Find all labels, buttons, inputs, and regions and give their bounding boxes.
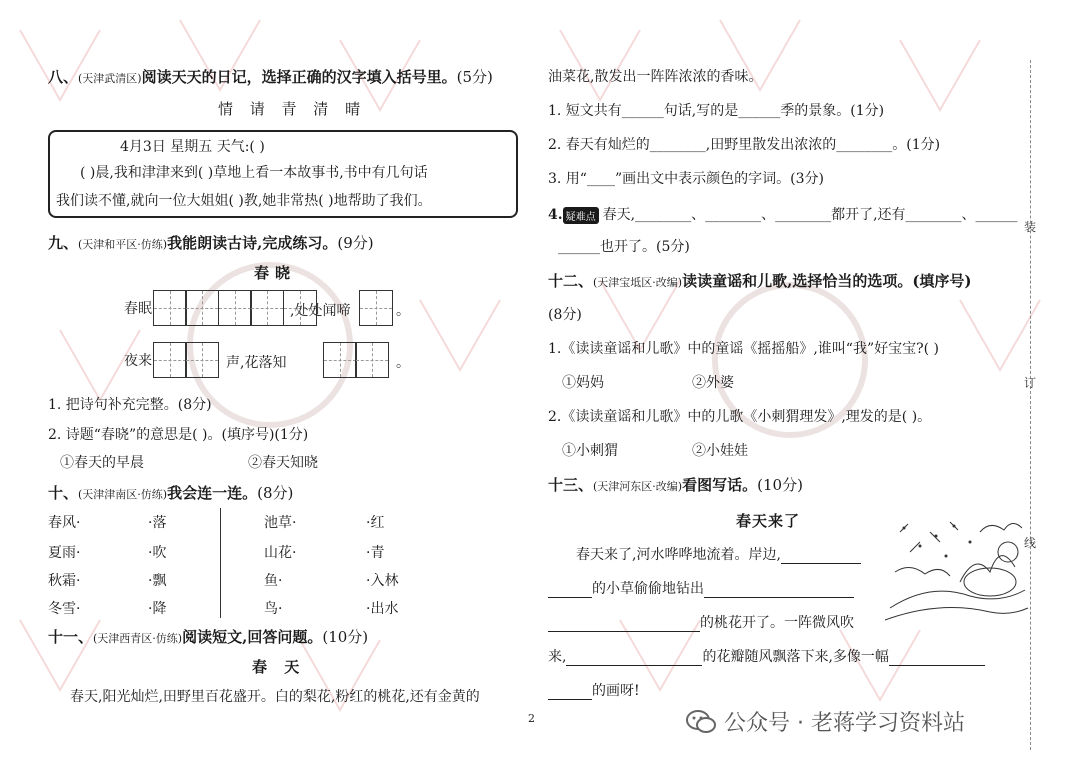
- question-12-heading: 十二、(天津宝坻区·改编)读读童谣和儿歌,选择恰当的选项。(填序号): [548, 272, 972, 290]
- question-8-heading: 八、(天津武清区)阅读天天的日记，选择正确的汉字填入括号里。(5分): [48, 68, 493, 86]
- question-11-heading: 十一、(天津西青区·仿练)阅读短文,回答问题。(10分): [48, 628, 369, 646]
- q11-sub-2[interactable]: 2. 春天有灿烂的________,田野里散发出浓浓的________。(1分): [548, 137, 941, 153]
- match-left-8[interactable]: 鸟·: [264, 601, 283, 617]
- passage-continuation: 油菜花,散发出一阵阵浓浓的香味。: [548, 69, 763, 85]
- binding-mark-2: 订: [1024, 376, 1037, 390]
- q11-sub-4-cont[interactable]: ______也开了。(5分): [558, 239, 690, 255]
- match-right-1[interactable]: ·落: [148, 515, 167, 531]
- writing-line-3[interactable]: 的桃花开了。一阵微风吹: [548, 612, 854, 632]
- q9-option-1[interactable]: ①春天的早晨: [60, 455, 144, 471]
- match-right-8[interactable]: ·出水: [366, 601, 399, 617]
- wechat-icon: [686, 709, 716, 735]
- page-number: 2: [528, 712, 535, 725]
- spring-illustration: [880, 512, 1030, 630]
- poem-line-1-end: 。: [396, 303, 410, 319]
- match-right-5[interactable]: ·红: [366, 515, 385, 531]
- poem-line-2-start: 夜来: [124, 353, 152, 369]
- poem-line-2-mid: 声,花落知: [226, 355, 287, 371]
- question-13-heading: 十三、(天津河东区·改编)看图写话。(10分): [548, 476, 803, 494]
- q12-sub-2-option-1[interactable]: ①小刺猬: [562, 443, 618, 459]
- q12-sub-1[interactable]: 1.《读读童谣和儿歌》中的童谣《摇摇船》,谁叫“我”好宝宝?( ): [548, 341, 940, 357]
- diary-line-1: ( )晨,我和津津来到( )草地上看一本故事书,书中有几句话: [80, 165, 428, 181]
- diary-header: 4月3日 星期五 天气:( ): [120, 139, 265, 155]
- q12-sub-1-option-1[interactable]: ①妈妈: [562, 375, 604, 391]
- match-left-1[interactable]: 春风·: [48, 515, 81, 531]
- writing-line-2[interactable]: 的小草偷偷地钻出: [548, 578, 854, 598]
- q11-sub-1[interactable]: 1. 短文共有______句话,写的是______季的景象。(1分): [548, 103, 885, 119]
- left-page: [40, 0, 520, 768]
- match-right-3[interactable]: ·飘: [148, 573, 167, 589]
- diary-box: [48, 130, 518, 218]
- poem-line-1-start: 春眠: [124, 301, 152, 317]
- q12-score: (8分): [548, 307, 582, 323]
- difficulty-badge: 疑难点: [563, 207, 599, 224]
- character-choices: 情 请 青 清 晴: [218, 100, 367, 118]
- writing-line-4[interactable]: 来, 的花瓣随风飘落下来,多像一幅: [548, 646, 985, 666]
- poem-line-1-mid: ,处处闻啼: [290, 303, 351, 319]
- diary-line-2: 我们读不懂,就向一位大姐姐( )教,她非常热( )地帮助了我们。: [56, 193, 432, 209]
- wechat-watermark: [686, 706, 965, 737]
- passage-title: 春 天: [252, 658, 306, 676]
- match-left-3[interactable]: 秋霜·: [48, 573, 81, 589]
- binding-mark-3: 线: [1024, 536, 1037, 550]
- q9-option-2[interactable]: ②春天知晓: [248, 455, 318, 471]
- match-left-2[interactable]: 夏雨·: [48, 545, 81, 561]
- match-divider: [220, 508, 221, 618]
- match-right-4[interactable]: ·降: [148, 601, 167, 617]
- writing-line-5[interactable]: 的画呀!: [548, 680, 640, 700]
- match-right-6[interactable]: ·青: [366, 545, 385, 561]
- q9-sub-1: 1. 把诗句补充完整。(8分): [48, 397, 212, 413]
- answer-grid-2[interactable]: [360, 290, 393, 326]
- q12-sub-2[interactable]: 2.《读读童谣和儿歌》中的儿歌《小刺猬理发》,理发的是( )。: [548, 409, 932, 425]
- match-left-4[interactable]: 冬雪·: [48, 601, 81, 617]
- wechat-text: 公众号 · 老蒋学习资料站: [724, 711, 965, 736]
- poem-line-2-end: 。: [396, 355, 410, 371]
- binding-mark-1: 装: [1024, 220, 1037, 234]
- binding-line: [1030, 60, 1031, 750]
- q11-sub-4[interactable]: 4. 疑难点 春天,________、________、________都开了,还有________、______: [548, 207, 1018, 223]
- match-left-6[interactable]: 山花·: [264, 545, 297, 561]
- q12-sub-1-option-2[interactable]: ②外婆: [692, 375, 734, 391]
- writing-line-1[interactable]: 春天来了,河水哗哗地流着。岸边,: [576, 544, 861, 564]
- answer-grid-4[interactable]: [324, 342, 389, 378]
- question-9-heading: 九、(天津和平区·仿练)我能朗读古诗,完成练习。(9分): [48, 234, 374, 252]
- match-left-5[interactable]: 池草·: [264, 515, 297, 531]
- match-right-7[interactable]: ·入林: [366, 573, 399, 589]
- match-left-7[interactable]: 鱼·: [264, 573, 283, 589]
- right-page: [540, 0, 1020, 768]
- poem-title: 春晓: [254, 264, 297, 282]
- question-10-heading: 十、(天津津南区·仿练)我会连一连。(8分): [48, 484, 294, 502]
- match-right-2[interactable]: ·吹: [148, 545, 167, 561]
- q9-sub-2: 2. 诗题“春晓”的意思是( )。(填序号)(1分): [48, 427, 309, 443]
- answer-grid-3[interactable]: [154, 342, 219, 378]
- q12-sub-2-option-2[interactable]: ②小娃娃: [692, 443, 748, 459]
- q11-sub-3[interactable]: 3. 用“____”画出文中表示颜色的字词。(3分): [548, 171, 824, 187]
- writing-title: 春天来了: [736, 512, 801, 530]
- passage-paragraph: 春天,阳光灿烂,田野里百花盛开。白的梨花,粉红的桃花,还有金黄的: [70, 689, 480, 705]
